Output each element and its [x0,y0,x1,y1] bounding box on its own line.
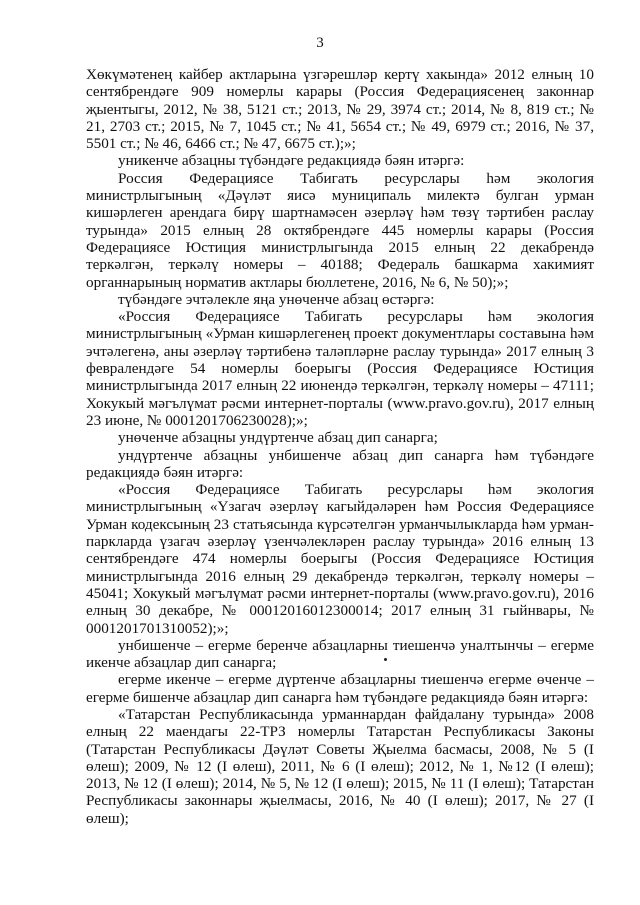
paragraph-7: ундүртенче абзацны унбишенче абзац дип санарга һәм түбәндәге редакциядә бәян итәргә: [86,446,594,481]
paragraph-9: унбишенче – егерме беренче абзацларны тиешенчә уналтынчы – егерме икенче абзацлар дип санарга; [86,636,594,672]
page-number: 3 [316,35,324,51]
paragraph-5: «Россия Федерациясе Табигать ресурслары һәм экология министрлыгының «Урман кишәрлегенең проект документлары составына һәм эчтәлегенә, аны әзерләү тәртибенә таләпләрне раслау турында» 2017 елның 3 февралендәге 54 номерлы боерыгы (Россия Федерациясе Юстиция министрлыгында 2017 елның 22 июнендә теркәлгән, теркәлү номеры – 47111; Хокукый мәгълүмат рәсми интернет-порталы (www.pravo.gov.ru), 2017 елның 23 июне, № 0001201706230028);»; [86,308,594,429]
paragraph-8: «Россия Федерациясе Табигать ресурслары һәм экология министрлыгының «Үзагач әзерләү кагыйдәләрен һәм Россия Федерациясе Урман кодексының 23 статьясында күрсәтелгән урманчылыкларда һәм урман-паркларда үзагач әзерләү үзенчәлекләрен раслау турында» 2016 елның 13 сентябрендәге 474 номерлы боерыгы (Россия Федерациясе Юстиция министрлыгында 2016 елның 29 декабрендә теркәлгән, теркәлү номеры – 45041; Хокукый мәгълүмат рәсми интернет-порталы (www.pravo.gov.ru), 2016 елның 30 декабре, № 00012016012300014; 2017 елның 31 гыйнвары, № 0001201701310052);»; [86,481,594,637]
paragraph-11: «Татарстан Республикасында урманнардан файдалану турында» 2008 елның 22 маендагы 22-ТРЗ номерлы Татарстан Республикасы Законы (Татарстан Республикасы Дәүләт Советы Җыелма басмасы, 2008, № 5 (I өлеш); 2009, № 12 (I өлеш), 2011, № 6 (I өлеш); 2012, № 1, №12 (I өлеш); 2013, № 12 (I өлеш); 2014, № 5, № 12 (I өлеш); 2015, № 11 (I өлеш); Татарстан Республикасы законнары җыелмасы, 2016, № 40 (I өлеш); 2017, № 27 (I өлеш); [86,705,594,827]
paragraph-3: Россия Федерациясе Табигать ресурслары һәм экология министрлыгының «Дәүләт яисә муниципаль милектә булган урман кишәрлеген арендага бирү шартнамәсен әзерләү һәм төзү тәртибен раслау турында» 2015 елның 28 октябрендәге 445 номерлы карары (Россия Федерациясе Юстиция министрлыгында 2015 елның 22 декабрендә теркәлгән, теркәлү номеры – 40188; Федераль башкарма хакимият органнарының норматив актлары бюллетене, 2016, № 6, № 50);»; [86,169,594,291]
paragraph-2: уникенче абзацны түбәндәге редакциядә бәян итәргә: [118,152,465,170]
scan-speck [384,658,387,661]
paragraph-10: егерме икенче – егерме дүртенче абзацларны тиешенчә егерме өченче – егерме бишенче абзацлар дип санарга һәм түбәндәге редакциядә бәян итәргә: [86,671,594,706]
paragraph-4: түбәндәге эчтәлекле яңа унөченче абзац өстәргә: [118,290,435,308]
paragraph-1: Хөкүмәтенең кайбер актларына үзгәрешләр кертү хакында» 2012 елның 10 сентябрендәге 909 номерлы карары (Россия Федерациясенең законнар җыентыгы, 2012, № 38, 5121 ст.; 2013, № 29, 3974 ст.; 2014, № 8, 819 ст.; № 21, 2703 ст.; 2015, № 7, 1045 ст.; № 41, 5654 ст.; № 49, 6979 ст.; 2016, № 37, 5501 ст.; № 46, 6466 ст.; № 47, 6675 ст.);»; [86,66,594,153]
document-body [86,66,594,827]
paragraph-6: унөченче абзацны ундүртенче абзац дип санарга; [118,429,438,447]
